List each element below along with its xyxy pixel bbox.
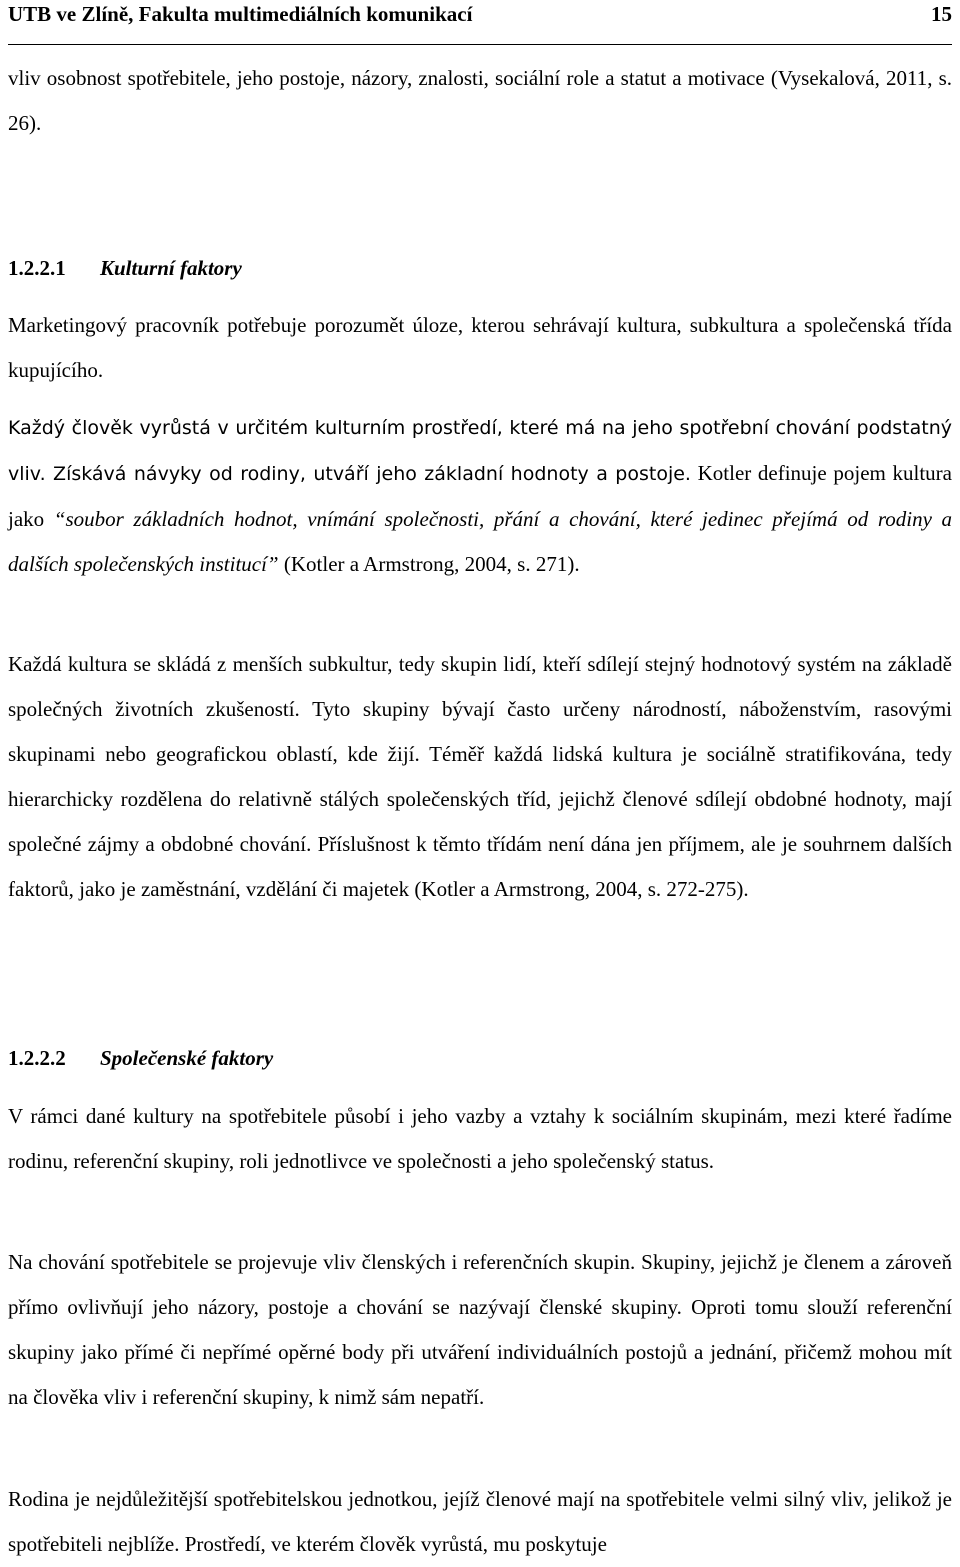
intro-paragraph: vliv osobnost spotřebitele, jeho postoje, názory, znalosti, sociální role a statut a motivace (Vysekalová, 2011, s. 26). <box>8 66 952 135</box>
paragraph-sans-text: Každý člověk vyrůstá v určitém kulturním prostředí, které má na jeho spotřební chování podstatný vliv. Získává návyky od rodiny, utváří jeho základní hodnoty a postoje. <box>8 417 952 485</box>
page-header <box>8 0 952 45</box>
page-number: 15 <box>931 2 952 26</box>
section-number: 1.2.2.2 <box>8 1046 66 1070</box>
paragraph-subkultury: Každá kultura se skládá z menších subkultur, tedy skupin lidí, kteří sdílejí stejný hodnotový systém na základě společných životních zkušeností. Tyto skupiny bývají často určeny národností, náboženstvím, rasovými skupinami nebo geografickou oblastí, kde žijí. Téměř každá lidská kultura je sociálně stratifikována, tedy hierarchicky rozdělena do relativně stálých společenských tříd, jejichž členové sdílejí obdobné hodnoty, mají společné zájmy a obdobné chování. Příslušnost k těmto třídám není dána jen příjmem, ale je souhrnem dalších faktorů, jako je zaměstnání, vzdělání či majetek (Kotler a Armstrong, 2004, s. 272-275). <box>8 652 952 901</box>
paragraph-lead-text: Kotler definuje pojem kultura jako <box>8 461 952 531</box>
paragraph-socialni-skupiny: V rámci dané kultury na spotřebitele působí i jeho vazby a vztahy k sociálním skupinám, mezi které řadíme rodinu, referenční skupiny, roli jednotlivce ve společnosti a jeho společenský status. <box>8 1104 952 1173</box>
section-heading-kulturni-faktory <box>8 256 242 281</box>
section-number: 1.2.2.1 <box>8 256 66 280</box>
kultura-definition-quote: “soubor základních hodnot, vnímání společnosti, přání a chování, které jedinec přejímá od rodiny a dalších společenských institucí” <box>8 507 953 576</box>
paragraph-citation: (Kotler a Armstrong, 2004, s. 271). <box>278 552 580 576</box>
paragraph-kultura-uvod: Marketingový pracovník potřebuje porozumět úloze, kterou sehrávají kultura, subkultura a společenská třída kupujícího. <box>8 313 952 382</box>
section-title: Kulturní faktory <box>100 256 242 280</box>
section-heading-spolecenske-faktory <box>8 1046 273 1071</box>
paragraph-referencni-skupiny: Na chování spotřebitele se projevuje vliv členských i referenčních skupin. Skupiny, jejichž je členem a zároveň přímo ovlivňují jeho názory, postoje a chování se nazývají členské skupiny. Oproti tomu slouží referenční skupiny jako přímé či nepřímé opěrné body při utváření individuálních postojů a jednání, přičemž mohou mít na člověka vliv i referenční skupiny, k nimž sám nepatří. <box>8 1250 952 1409</box>
section-title: Společenské faktory <box>100 1046 274 1070</box>
header-title: UTB ve Zlíně, Fakulta multimediálních komunikací <box>8 2 473 26</box>
paragraph-rodina: Rodina je nejdůležitější spotřebitelskou jednotkou, jejíž členové mají na spotřebitele velmi silný vliv, jelikož je spotřebiteli nejblíže. Prostředí, ve kterém člověk vyrůstá, mu poskytuje <box>8 1487 952 1556</box>
paragraph-kultura-definice <box>8 405 952 587</box>
